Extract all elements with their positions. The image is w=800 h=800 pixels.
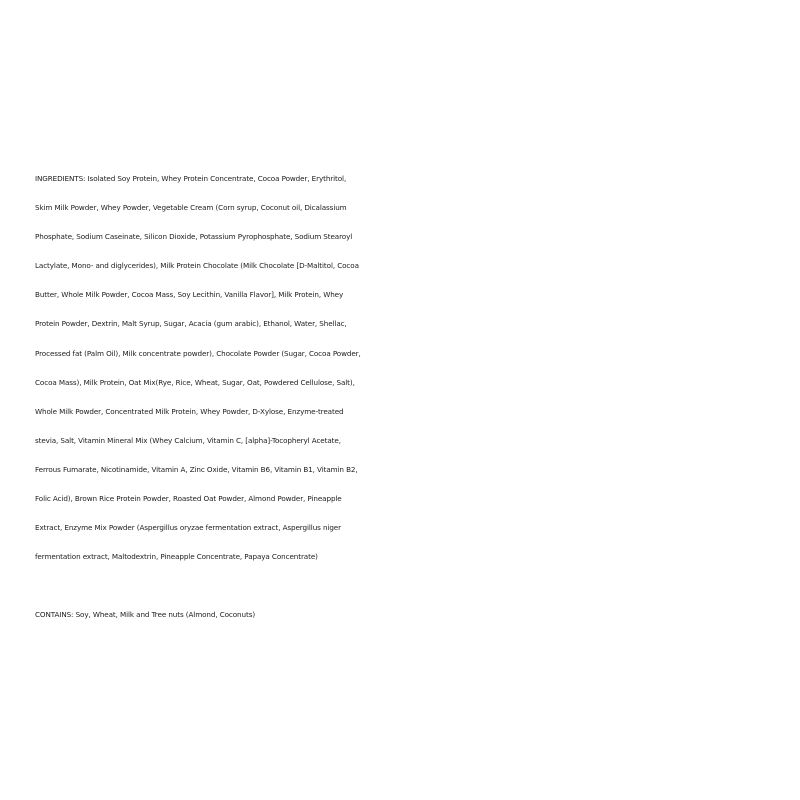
ingredients-line: Lactylate, Mono- and diglycerides), Milk Protein Chocolate (Milk Chocolate [D-Maltitol, Cocoa bbox=[35, 261, 359, 271]
ingredients-line: Cocoa Mass), Milk Protein, Oat Mix(Rye, Rice, Wheat, Sugar, Oat, Powdered Cellulose, Salt), bbox=[35, 377, 355, 387]
ingredients-line: Phosphate, Sodium Caseinate, Silicon Dioxide, Potassium Pyrophosphate, Sodium Stearoyl bbox=[35, 232, 353, 242]
ingredients-line: Ferrous Fumarate, Nicotinamide, Vitamin A, Zinc Oxide, Vitamin B6, Vitamin B1, Vitamin B2, bbox=[35, 464, 358, 474]
ingredients-line: INGREDIENTS: Isolated Soy Protein, Whey Protein Concentrate, Cocoa Powder, Erythritol, bbox=[35, 174, 347, 183]
ingredients-line: Processed fat (Palm Oil), Milk concentrate powder), Chocolate Powder (Sugar, Cocoa Powder, bbox=[35, 348, 361, 358]
ingredients-line: Folic Acid), Brown Rice Protein Powder, Roasted Oat Powder, Almond Powder, Pineapple bbox=[35, 494, 342, 504]
ingredients-line: Protein Powder, Dextrin, Malt Syrup, Sugar, Acacia (gum arabic), Ethanol, Water, Shellac, bbox=[35, 319, 347, 329]
ingredients-line: fermentation extract, Maltodextrin, Pineapple Concentrate, Papaya Concentrate) bbox=[35, 552, 318, 562]
ingredients-line: Butter, Whole Milk Powder, Cocoa Mass, Soy Lecithin, Vanilla Flavor], Milk Protein, Whey bbox=[35, 290, 344, 300]
allergen-contains-statement: CONTAINS: Soy, Wheat, Milk and Tree nuts (Almond, Coconuts) bbox=[35, 610, 256, 619]
ingredients-line: Whole Milk Powder, Concentrated Milk Protein, Whey Powder, D-Xylose, Enzyme-treated bbox=[35, 406, 344, 416]
ingredients-line: stevia, Salt, Vitamin Mineral Mix (Whey Calcium, Vitamin C, [alpha]-Tocopheryl Acetate, bbox=[35, 435, 341, 445]
ingredients-line: Extract, Enzyme Mix Powder (Aspergillus oryzae fermentation extract, Aspergillus niger bbox=[35, 523, 341, 533]
ingredients-paragraph bbox=[35, 164, 775, 571]
ingredients-line: Skim Milk Powder, Whey Powder, Vegetable Cream (Corn syrup, Coconut oil, Dicalassium bbox=[35, 203, 347, 213]
